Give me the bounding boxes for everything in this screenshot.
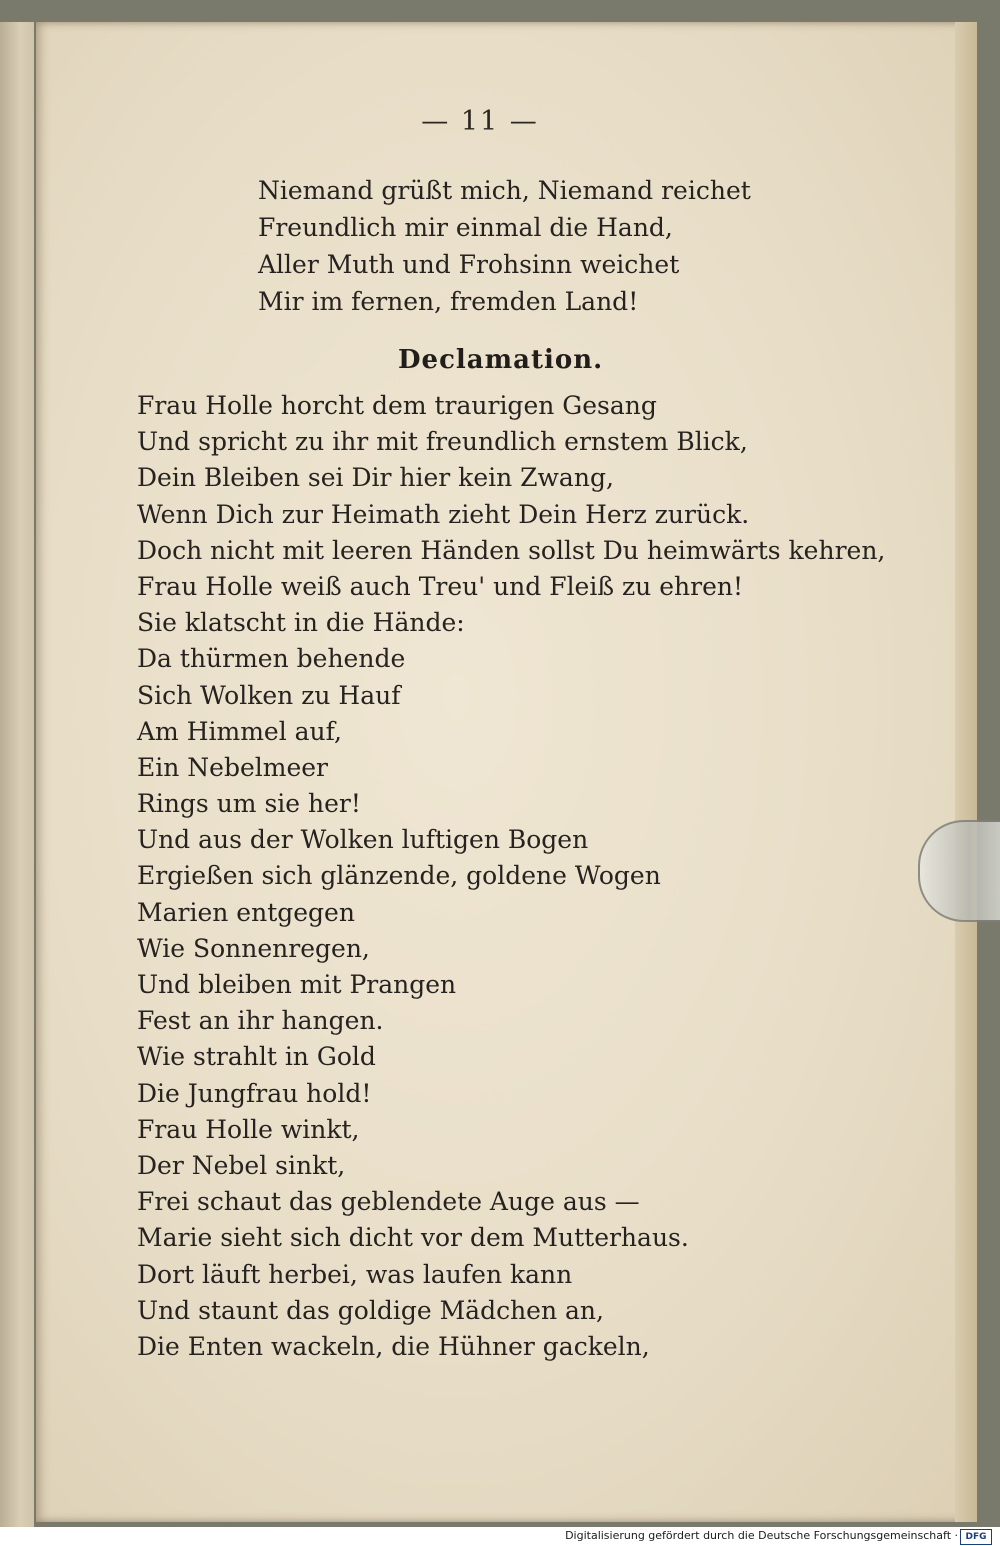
poem-line: Sie klatscht in die Hände:: [137, 608, 465, 638]
poem-line: Und spricht zu ihr mit freundlich ernstem Blick,: [137, 427, 748, 457]
previous-page-edge: [0, 22, 34, 1527]
declamation-text: [137, 388, 885, 1365]
poem-line: Doch nicht mit leeren Händen sollst Du heimwärts kehren,: [137, 535, 886, 565]
poem-line: Ein Nebelmeer: [137, 752, 329, 782]
poem-line: Frei schaut das geblendete Auge aus —: [137, 1187, 640, 1217]
poem-line: Und staunt das goldige Mädchen an,: [137, 1295, 604, 1325]
verse-line: Niemand grüßt mich, Niemand reichet: [258, 176, 751, 205]
poem-line: Frau Holle winkt,: [137, 1114, 360, 1144]
poem-line: Am Himmel auf,: [137, 716, 342, 746]
section-heading: Declamation.: [398, 345, 604, 375]
poem-line: Dein Bleiben sei Dir hier kein Zwang,: [137, 463, 614, 493]
poem-line: Frau Holle weiß auch Treu' und Fleiß zu ehren!: [137, 571, 744, 601]
dfg-logo-icon: DFG: [960, 1529, 992, 1545]
poem-line: Und aus der Wolken luftigen Bogen: [137, 825, 589, 855]
poem-line: Die Jungfrau hold!: [137, 1078, 372, 1108]
poem-line: Und bleiben mit Prangen: [137, 970, 457, 999]
poem-line: Rings um sie her!: [137, 789, 361, 819]
page-clip: [918, 820, 1000, 922]
poem-line: Sich Wolken zu Hauf: [137, 680, 401, 710]
poem-line: Da thürmen behende: [137, 644, 406, 674]
poem-line: Der Nebel sinkt,: [137, 1150, 346, 1180]
poem-line: Ergießen sich glänzende, goldene Wogen: [137, 861, 661, 891]
poem-line: Wenn Dich zur Heimath zieht Dein Herz zurück.: [137, 499, 750, 529]
verse-line: Mir im fernen, fremden Land!: [258, 287, 639, 316]
poem-line: Fest an ihr hangen.: [137, 1006, 384, 1036]
digitization-credit: Digitalisierung gefördert durch die Deutsche Forschungsgemeinschaft ·: [565, 1529, 958, 1542]
page-right-edge: [955, 22, 977, 1522]
page-number: — 11 —: [421, 106, 539, 137]
poem-line: Marie sieht sich dicht vor dem Mutterhaus.: [137, 1223, 689, 1253]
verse-line: Freundlich mir einmal die Hand,: [258, 213, 673, 242]
poem-line: Wie strahlt in Gold: [137, 1042, 376, 1072]
poem-line: Marien entgegen: [137, 897, 355, 927]
poem-line: Die Enten wackeln, die Hühner gackeln,: [137, 1331, 650, 1361]
verse-line: Aller Muth und Frohsinn weichet: [258, 250, 680, 279]
poem-line: Frau Holle horcht dem traurigen Gesang: [137, 391, 657, 420]
poem-line: Wie Sonnenregen,: [137, 933, 370, 963]
poem-line: Dort läuft herbei, was laufen kann: [137, 1259, 573, 1289]
verse-stanza: [258, 172, 751, 320]
